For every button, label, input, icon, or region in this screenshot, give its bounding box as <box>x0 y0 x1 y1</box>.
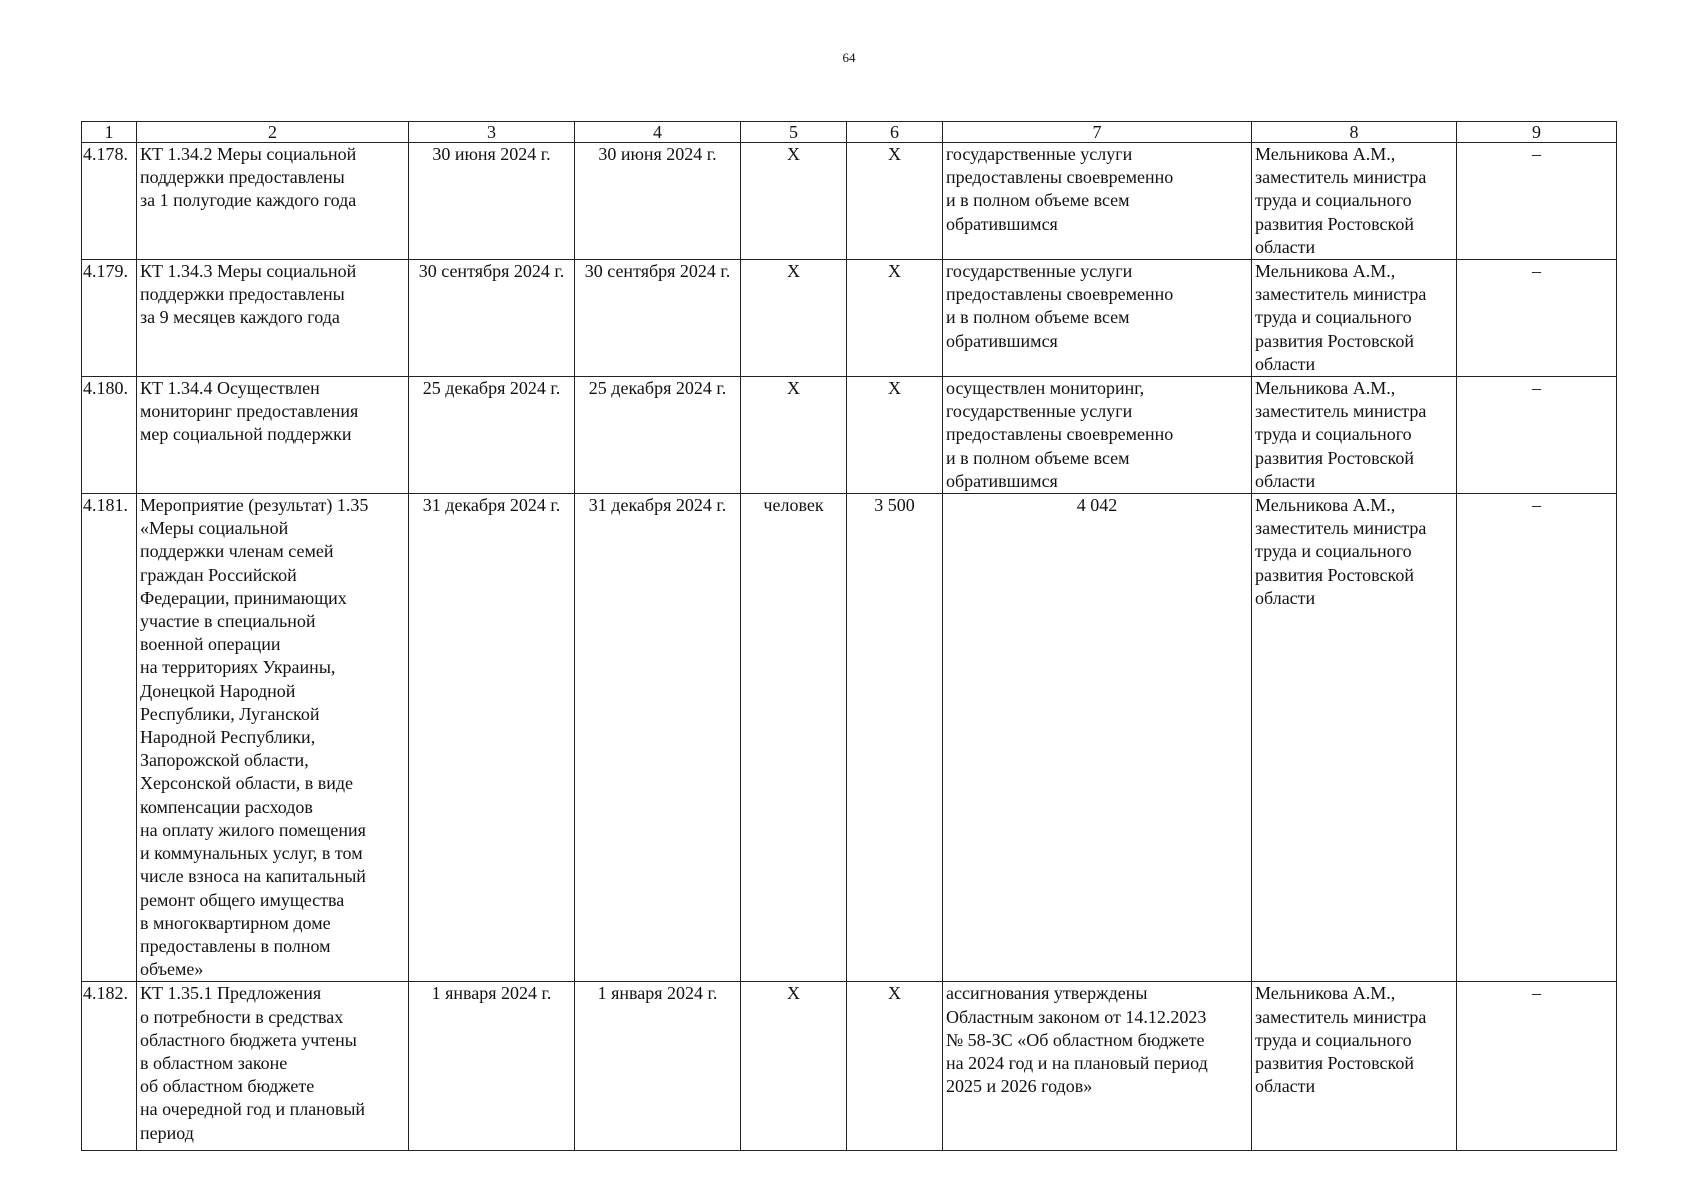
table-row <box>82 377 1617 494</box>
report-table <box>81 121 1617 1151</box>
plan-value-cell: X <box>847 260 943 377</box>
unit-cell: X <box>741 260 847 377</box>
note-cell: – <box>1457 143 1617 260</box>
plan-value-cell: 3 500 <box>847 494 943 982</box>
table-row <box>82 982 1617 1151</box>
result-cell: 4 042 <box>943 494 1252 982</box>
item-name-cell: КТ 1.34.4 Осуществлен мониторинг предоставления мер социальной поддержки <box>137 377 409 494</box>
note-cell: – <box>1457 377 1617 494</box>
table-row <box>82 494 1617 982</box>
responsible-cell: Мельникова А.М., заместитель министра труда и социального развития Ростовской области <box>1252 982 1457 1151</box>
table-row <box>82 143 1617 260</box>
header-cell: 4 <box>575 122 741 143</box>
unit-cell: X <box>741 377 847 494</box>
start-date-cell: 25 декабря 2024 г. <box>409 377 575 494</box>
start-date-cell: 1 января 2024 г. <box>409 982 575 1151</box>
item-name-cell: Мероприятие (результат) 1.35 «Меры социальной поддержки членам семей граждан Российской Федерации, принимающих участие в специальной военной операции на территориях Украины, Донецкой Народной Республики, Луганской Народной Республики, Запорожской области, Херсонской области, в виде компенсации расходов на оплату жилого помещения и коммунальных услуг, в том числе взноса на капитальный ремонт общего имущества в многоквартирном доме предоставлены в полном объеме» <box>137 494 409 982</box>
table-row <box>82 260 1617 377</box>
responsible-cell: Мельникова А.М., заместитель министра труда и социального развития Ростовской области <box>1252 377 1457 494</box>
row-number-cell: 4.178. <box>82 143 137 260</box>
item-name-cell: КТ 1.35.1 Предложения о потребности в средствах областного бюджета учтены в областном законе об областном бюджете на очередной год и плановый период <box>137 982 409 1151</box>
result-cell: государственные услуги предоставлены своевременно и в полном объеме всем обратившимся <box>943 260 1252 377</box>
header-cell: 5 <box>741 122 847 143</box>
row-number-cell: 4.181. <box>82 494 137 982</box>
note-cell: – <box>1457 982 1617 1151</box>
page-number: 64 <box>842 50 856 65</box>
plan-value-cell: X <box>847 982 943 1151</box>
header-cell: 2 <box>137 122 409 143</box>
row-number-cell: 4.182. <box>82 982 137 1151</box>
start-date-cell: 30 июня 2024 г. <box>409 143 575 260</box>
header-cell: 7 <box>943 122 1252 143</box>
unit-cell: X <box>741 982 847 1151</box>
responsible-cell: Мельникова А.М., заместитель министра труда и социального развития Ростовской области <box>1252 260 1457 377</box>
row-number-cell: 4.179. <box>82 260 137 377</box>
start-date-cell: 31 декабря 2024 г. <box>409 494 575 982</box>
unit-cell: человек <box>741 494 847 982</box>
header-cell: 6 <box>847 122 943 143</box>
item-name-cell: КТ 1.34.2 Меры социальной поддержки предоставлены за 1 полугодие каждого года <box>137 143 409 260</box>
column-number-header <box>82 122 1617 143</box>
header-cell: 3 <box>409 122 575 143</box>
row-number-cell: 4.180. <box>82 377 137 494</box>
plan-value-cell: X <box>847 377 943 494</box>
plan-value-cell: X <box>847 143 943 260</box>
result-cell: государственные услуги предоставлены своевременно и в полном объеме всем обратившимся <box>943 143 1252 260</box>
unit-cell: X <box>741 143 847 260</box>
result-cell: ассигнования утверждены Областным законом от 14.12.2023 № 58-ЗС «Об областном бюджете на 2024 год и на плановый период 2025 и 2026 годов» <box>943 982 1252 1151</box>
start-date-cell: 30 сентября 2024 г. <box>409 260 575 377</box>
item-name-cell: КТ 1.34.3 Меры социальной поддержки предоставлены за 9 месяцев каждого года <box>137 260 409 377</box>
end-date-cell: 25 декабря 2024 г. <box>575 377 741 494</box>
end-date-cell: 30 сентября 2024 г. <box>575 260 741 377</box>
header-cell: 8 <box>1252 122 1457 143</box>
note-cell: – <box>1457 494 1617 982</box>
note-cell: – <box>1457 260 1617 377</box>
responsible-cell: Мельникова А.М., заместитель министра труда и социального развития Ростовской области <box>1252 494 1457 982</box>
header-cell: 1 <box>82 122 137 143</box>
end-date-cell: 31 декабря 2024 г. <box>575 494 741 982</box>
result-cell: осуществлен мониторинг, государственные услуги предоставлены своевременно и в полном объеме всем обратившимся <box>943 377 1252 494</box>
responsible-cell: Мельникова А.М., заместитель министра труда и социального развития Ростовской области <box>1252 143 1457 260</box>
end-date-cell: 1 января 2024 г. <box>575 982 741 1151</box>
header-cell: 9 <box>1457 122 1617 143</box>
end-date-cell: 30 июня 2024 г. <box>575 143 741 260</box>
